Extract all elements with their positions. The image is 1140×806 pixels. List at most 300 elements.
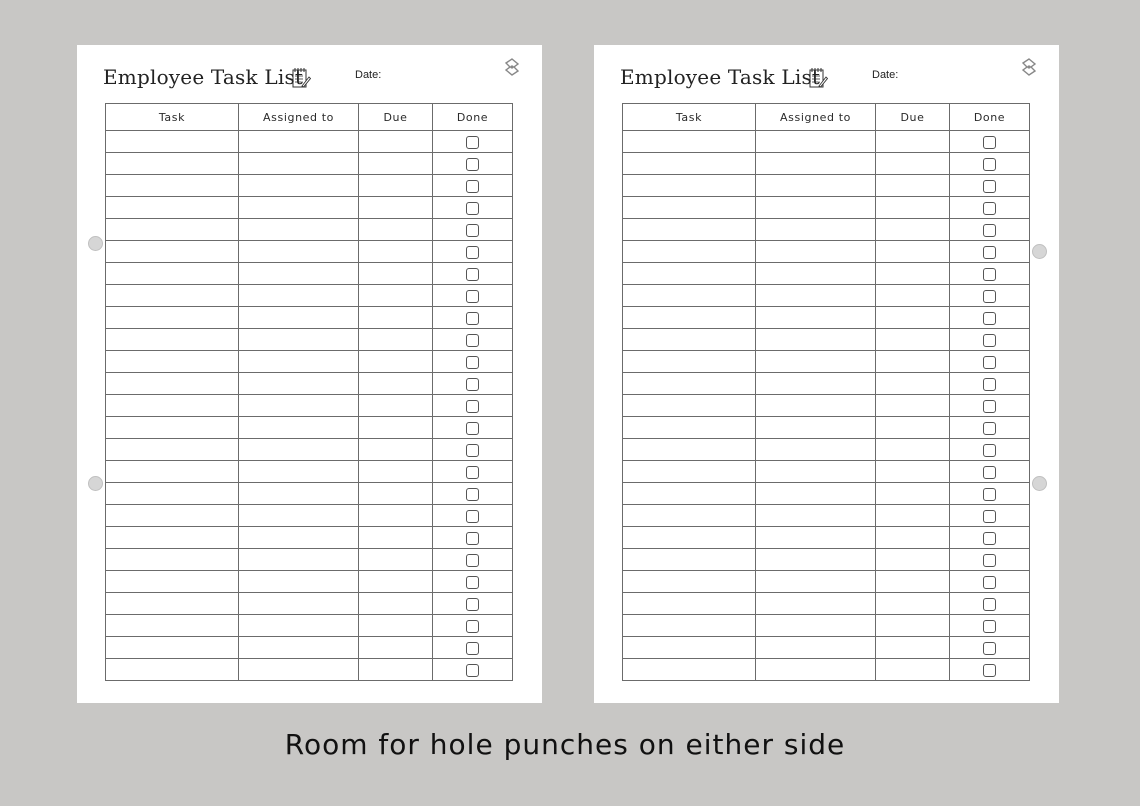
task-cell[interactable] [623, 329, 756, 351]
done-cell [950, 307, 1030, 329]
due-cell[interactable] [359, 373, 433, 395]
task-cell[interactable] [623, 153, 756, 175]
task-cell[interactable] [623, 439, 756, 461]
task-cell[interactable] [106, 483, 239, 505]
done-checkbox[interactable] [983, 180, 996, 193]
due-cell[interactable] [359, 659, 433, 681]
column-header-assigned-to: Assigned to [239, 104, 359, 131]
assigned-to-cell[interactable] [239, 219, 359, 241]
task-cell[interactable] [623, 175, 756, 197]
done-cell [433, 197, 513, 219]
table-header-row [106, 104, 513, 131]
done-cell [433, 395, 513, 417]
assigned-to-cell[interactable] [756, 483, 876, 505]
done-checkbox[interactable] [983, 642, 996, 655]
task-cell[interactable] [106, 395, 239, 417]
done-cell [433, 241, 513, 263]
done-checkbox[interactable] [466, 334, 479, 347]
done-checkbox[interactable] [983, 576, 996, 589]
due-cell[interactable] [876, 483, 950, 505]
due-cell[interactable] [876, 351, 950, 373]
due-cell[interactable] [876, 549, 950, 571]
assigned-to-cell[interactable] [756, 593, 876, 615]
assigned-to-cell[interactable] [239, 615, 359, 637]
assigned-to-cell[interactable] [239, 659, 359, 681]
assigned-to-cell[interactable] [239, 153, 359, 175]
done-checkbox[interactable] [466, 664, 479, 677]
caption-text: Room for hole punches on either side [284, 728, 846, 761]
due-cell[interactable] [359, 307, 433, 329]
done-checkbox[interactable] [466, 290, 479, 303]
done-cell [433, 637, 513, 659]
assigned-to-cell[interactable] [756, 307, 876, 329]
due-cell[interactable] [876, 153, 950, 175]
table-row [106, 219, 513, 241]
done-cell [433, 219, 513, 241]
done-cell [950, 373, 1030, 395]
due-cell[interactable] [876, 219, 950, 241]
due-cell[interactable] [359, 263, 433, 285]
task-cell[interactable] [623, 351, 756, 373]
done-cell [950, 395, 1030, 417]
table-row [623, 307, 1030, 329]
due-cell[interactable] [876, 307, 950, 329]
task-cell[interactable] [106, 637, 239, 659]
table-row [623, 241, 1030, 263]
due-cell[interactable] [876, 505, 950, 527]
due-cell[interactable] [876, 395, 950, 417]
due-cell[interactable] [359, 637, 433, 659]
done-checkbox[interactable] [466, 554, 479, 567]
done-checkbox[interactable] [983, 510, 996, 523]
assigned-to-cell[interactable] [239, 417, 359, 439]
done-cell [950, 351, 1030, 373]
done-cell [950, 527, 1030, 549]
done-checkbox[interactable] [466, 532, 479, 545]
done-checkbox[interactable] [983, 334, 996, 347]
done-cell [950, 615, 1030, 637]
task-cell[interactable] [623, 549, 756, 571]
table-row [106, 505, 513, 527]
notepad-icon [291, 67, 311, 89]
column-header-task: Task [106, 104, 239, 131]
done-cell [950, 593, 1030, 615]
done-cell [950, 153, 1030, 175]
assigned-to-cell[interactable] [756, 373, 876, 395]
logo-icon [1020, 57, 1038, 77]
assigned-to-cell[interactable] [239, 307, 359, 329]
done-checkbox[interactable] [466, 620, 479, 633]
done-checkbox[interactable] [466, 356, 479, 369]
done-checkbox[interactable] [983, 158, 996, 171]
done-cell [950, 241, 1030, 263]
done-checkbox[interactable] [466, 510, 479, 523]
done-checkbox[interactable] [983, 202, 996, 215]
done-checkbox[interactable] [983, 268, 996, 281]
assigned-to-cell[interactable] [239, 197, 359, 219]
done-checkbox[interactable] [466, 224, 479, 237]
due-cell[interactable] [876, 417, 950, 439]
assigned-to-cell[interactable] [239, 505, 359, 527]
due-cell[interactable] [876, 285, 950, 307]
done-checkbox[interactable] [466, 180, 479, 193]
assigned-to-cell[interactable] [239, 329, 359, 351]
table-row [623, 175, 1030, 197]
table-row [623, 285, 1030, 307]
task-cell[interactable] [106, 307, 239, 329]
hole-punch-mark [88, 236, 103, 251]
due-cell[interactable] [359, 175, 433, 197]
table-row [623, 373, 1030, 395]
table-row [623, 395, 1030, 417]
due-cell[interactable] [876, 263, 950, 285]
assigned-to-cell[interactable] [239, 593, 359, 615]
done-cell [433, 527, 513, 549]
task-cell[interactable] [623, 527, 756, 549]
done-checkbox[interactable] [466, 246, 479, 259]
task-cell[interactable] [106, 461, 239, 483]
assigned-to-cell[interactable] [756, 329, 876, 351]
table-row [106, 571, 513, 593]
task-cell[interactable] [623, 395, 756, 417]
assigned-to-cell[interactable] [239, 241, 359, 263]
due-cell[interactable] [359, 615, 433, 637]
done-checkbox[interactable] [983, 598, 996, 611]
table-row [623, 659, 1030, 681]
done-checkbox[interactable] [983, 466, 996, 479]
assigned-to-cell[interactable] [756, 241, 876, 263]
assigned-to-cell[interactable] [756, 615, 876, 637]
table-row [106, 351, 513, 373]
done-cell [950, 263, 1030, 285]
due-cell[interactable] [359, 549, 433, 571]
due-cell[interactable] [876, 329, 950, 351]
due-cell[interactable] [359, 593, 433, 615]
due-cell[interactable] [359, 395, 433, 417]
table-row [106, 461, 513, 483]
done-checkbox[interactable] [466, 444, 479, 457]
due-cell[interactable] [359, 197, 433, 219]
due-cell[interactable] [359, 483, 433, 505]
assigned-to-cell[interactable] [756, 659, 876, 681]
task-cell[interactable] [106, 659, 239, 681]
done-cell [433, 417, 513, 439]
task-cell[interactable] [623, 285, 756, 307]
task-cell[interactable] [106, 241, 239, 263]
assigned-to-cell[interactable] [239, 263, 359, 285]
due-cell[interactable] [876, 439, 950, 461]
assigned-to-cell[interactable] [239, 373, 359, 395]
table-row [623, 571, 1030, 593]
logo-icon [503, 57, 521, 77]
assigned-to-cell[interactable] [239, 461, 359, 483]
done-cell [950, 329, 1030, 351]
due-cell[interactable] [876, 659, 950, 681]
task-cell[interactable] [623, 417, 756, 439]
task-cell[interactable] [106, 219, 239, 241]
table-row [623, 219, 1030, 241]
sheet-title: Employee Task List [620, 65, 821, 89]
due-cell[interactable] [876, 593, 950, 615]
due-cell[interactable] [359, 351, 433, 373]
task-cell[interactable] [106, 593, 239, 615]
table-row [623, 263, 1030, 285]
due-cell[interactable] [359, 439, 433, 461]
sheet-title: Employee Task List [103, 65, 304, 89]
notepad-icon [808, 67, 828, 89]
done-cell [433, 571, 513, 593]
table-row [106, 395, 513, 417]
done-checkbox[interactable] [983, 356, 996, 369]
assigned-to-cell[interactable] [239, 637, 359, 659]
task-cell[interactable] [106, 263, 239, 285]
table-row [106, 417, 513, 439]
assigned-to-cell[interactable] [239, 571, 359, 593]
task-cell[interactable] [623, 219, 756, 241]
due-cell[interactable] [359, 417, 433, 439]
done-checkbox[interactable] [983, 378, 996, 391]
due-cell[interactable] [359, 285, 433, 307]
done-checkbox[interactable] [983, 312, 996, 325]
table-row [106, 637, 513, 659]
due-cell[interactable] [359, 571, 433, 593]
done-cell [433, 285, 513, 307]
table-row [106, 153, 513, 175]
due-cell[interactable] [359, 461, 433, 483]
assigned-to-cell[interactable] [239, 175, 359, 197]
task-cell[interactable] [623, 483, 756, 505]
done-cell [950, 637, 1030, 659]
due-cell[interactable] [876, 637, 950, 659]
due-cell[interactable] [359, 131, 433, 153]
done-cell [433, 307, 513, 329]
due-cell[interactable] [876, 175, 950, 197]
task-cell[interactable] [106, 549, 239, 571]
due-cell[interactable] [359, 527, 433, 549]
task-cell[interactable] [623, 241, 756, 263]
done-checkbox[interactable] [983, 664, 996, 677]
column-header-done: Done [433, 104, 513, 131]
left-planner-sheet [77, 45, 542, 703]
task-cell[interactable] [623, 373, 756, 395]
table-row [106, 131, 513, 153]
assigned-to-cell[interactable] [756, 461, 876, 483]
task-cell[interactable] [106, 153, 239, 175]
table-row [623, 439, 1030, 461]
done-cell [433, 549, 513, 571]
task-table [105, 103, 513, 681]
table-row [106, 285, 513, 307]
task-cell[interactable] [623, 593, 756, 615]
table-row [106, 307, 513, 329]
done-checkbox[interactable] [983, 290, 996, 303]
table-row [623, 637, 1030, 659]
due-cell[interactable] [876, 373, 950, 395]
done-cell [433, 461, 513, 483]
table-row [623, 461, 1030, 483]
column-header-assigned-to: Assigned to [756, 104, 876, 131]
table-row [106, 373, 513, 395]
assigned-to-cell[interactable] [756, 175, 876, 197]
done-cell [950, 175, 1030, 197]
done-checkbox[interactable] [983, 488, 996, 501]
assigned-to-cell[interactable] [756, 285, 876, 307]
task-cell[interactable] [106, 197, 239, 219]
done-cell [433, 175, 513, 197]
task-cell[interactable] [106, 439, 239, 461]
table-row [106, 439, 513, 461]
done-checkbox[interactable] [983, 136, 996, 149]
task-cell[interactable] [106, 417, 239, 439]
done-checkbox[interactable] [466, 312, 479, 325]
table-row [623, 549, 1030, 571]
table-row [106, 197, 513, 219]
done-cell [433, 131, 513, 153]
due-cell[interactable] [359, 219, 433, 241]
done-checkbox[interactable] [466, 422, 479, 435]
assigned-to-cell[interactable] [756, 395, 876, 417]
done-checkbox[interactable] [983, 444, 996, 457]
done-checkbox[interactable] [466, 202, 479, 215]
task-cell[interactable] [623, 571, 756, 593]
assigned-to-cell[interactable] [239, 527, 359, 549]
done-checkbox[interactable] [983, 554, 996, 567]
done-cell [950, 571, 1030, 593]
assigned-to-cell[interactable] [239, 131, 359, 153]
task-cell[interactable] [623, 197, 756, 219]
column-header-task: Task [623, 104, 756, 131]
task-cell[interactable] [106, 527, 239, 549]
due-cell[interactable] [876, 527, 950, 549]
assigned-to-cell[interactable] [756, 197, 876, 219]
table-header-row [623, 104, 1030, 131]
done-cell [433, 483, 513, 505]
task-cell[interactable] [106, 285, 239, 307]
task-cell[interactable] [623, 461, 756, 483]
due-cell[interactable] [876, 615, 950, 637]
due-cell[interactable] [876, 461, 950, 483]
done-cell [433, 615, 513, 637]
done-cell [950, 131, 1030, 153]
assigned-to-cell[interactable] [756, 131, 876, 153]
assigned-to-cell[interactable] [756, 439, 876, 461]
assigned-to-cell[interactable] [239, 395, 359, 417]
task-cell[interactable] [106, 373, 239, 395]
assigned-to-cell[interactable] [756, 263, 876, 285]
table-row [106, 241, 513, 263]
due-cell[interactable] [359, 153, 433, 175]
assigned-to-cell[interactable] [756, 219, 876, 241]
done-cell [950, 417, 1030, 439]
done-checkbox[interactable] [466, 642, 479, 655]
done-cell [433, 659, 513, 681]
due-cell[interactable] [876, 241, 950, 263]
hole-punch-mark [88, 476, 103, 491]
task-cell[interactable] [106, 615, 239, 637]
assigned-to-cell[interactable] [239, 351, 359, 373]
done-cell [433, 505, 513, 527]
due-cell[interactable] [876, 571, 950, 593]
done-checkbox[interactable] [466, 378, 479, 391]
done-checkbox[interactable] [466, 466, 479, 479]
done-checkbox[interactable] [466, 158, 479, 171]
table-row [106, 659, 513, 681]
task-cell[interactable] [623, 505, 756, 527]
task-cell[interactable] [106, 351, 239, 373]
task-cell[interactable] [623, 307, 756, 329]
assigned-to-cell[interactable] [756, 351, 876, 373]
table-row [106, 549, 513, 571]
assigned-to-cell[interactable] [239, 549, 359, 571]
assigned-to-cell[interactable] [239, 285, 359, 307]
done-cell [950, 285, 1030, 307]
date-label: Date: [872, 69, 899, 81]
table-row [106, 593, 513, 615]
assigned-to-cell[interactable] [756, 637, 876, 659]
table-row [106, 483, 513, 505]
assigned-to-cell[interactable] [239, 439, 359, 461]
task-cell[interactable] [106, 571, 239, 593]
done-checkbox[interactable] [466, 598, 479, 611]
assigned-to-cell[interactable] [756, 527, 876, 549]
done-checkbox[interactable] [983, 224, 996, 237]
due-cell[interactable] [359, 241, 433, 263]
due-cell[interactable] [876, 131, 950, 153]
task-cell[interactable] [106, 175, 239, 197]
task-cell[interactable] [106, 131, 239, 153]
done-checkbox[interactable] [983, 620, 996, 633]
done-checkbox[interactable] [466, 268, 479, 281]
due-cell[interactable] [359, 329, 433, 351]
task-cell[interactable] [623, 615, 756, 637]
done-cell [950, 219, 1030, 241]
due-cell[interactable] [876, 197, 950, 219]
assigned-to-cell[interactable] [756, 571, 876, 593]
table-row [623, 505, 1030, 527]
done-checkbox[interactable] [466, 400, 479, 413]
assigned-to-cell[interactable] [756, 505, 876, 527]
assigned-to-cell[interactable] [756, 153, 876, 175]
due-cell[interactable] [359, 505, 433, 527]
task-cell[interactable] [623, 637, 756, 659]
done-cell [950, 549, 1030, 571]
table-row [623, 527, 1030, 549]
assigned-to-cell[interactable] [756, 549, 876, 571]
table-row [623, 483, 1030, 505]
hole-punch-mark [1032, 244, 1047, 259]
task-cell[interactable] [106, 329, 239, 351]
done-checkbox[interactable] [466, 136, 479, 149]
task-cell[interactable] [623, 131, 756, 153]
hole-punch-mark [1032, 476, 1047, 491]
done-checkbox[interactable] [466, 576, 479, 589]
assigned-to-cell[interactable] [239, 483, 359, 505]
task-cell[interactable] [623, 263, 756, 285]
table-row [623, 417, 1030, 439]
column-header-due: Due [876, 104, 950, 131]
done-cell [950, 197, 1030, 219]
task-cell[interactable] [623, 659, 756, 681]
assigned-to-cell[interactable] [756, 417, 876, 439]
column-header-due: Due [359, 104, 433, 131]
done-checkbox[interactable] [983, 246, 996, 259]
done-checkbox[interactable] [466, 488, 479, 501]
table-row [623, 131, 1030, 153]
done-checkbox[interactable] [983, 400, 996, 413]
done-checkbox[interactable] [983, 422, 996, 435]
task-cell[interactable] [106, 505, 239, 527]
done-checkbox[interactable] [983, 532, 996, 545]
